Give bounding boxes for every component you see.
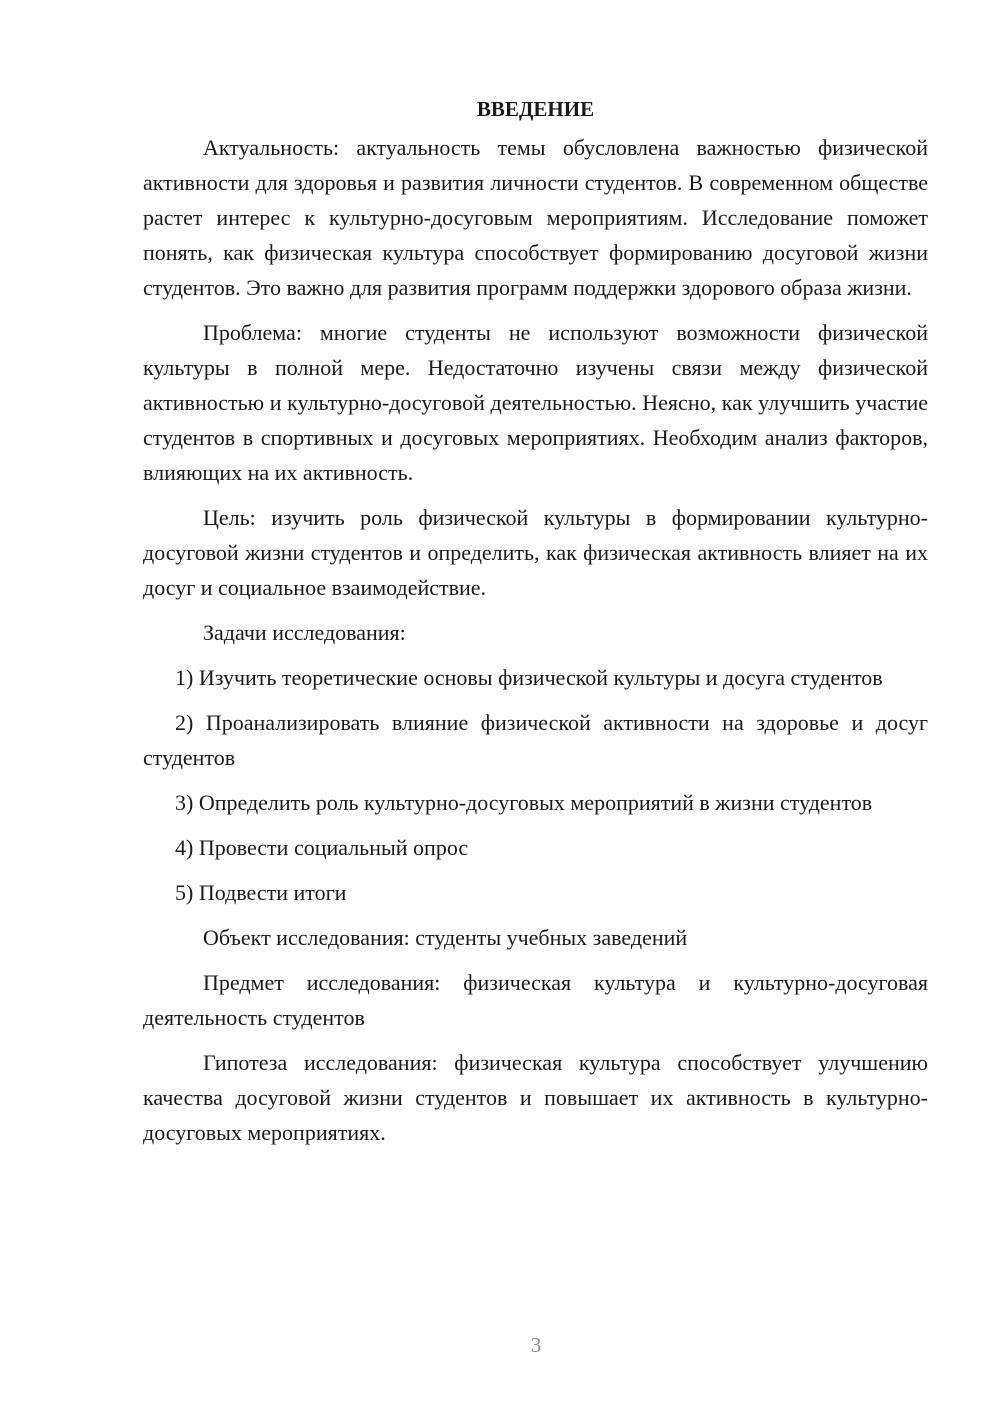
document-page [143,92,928,1160]
task-item-2: 2) Проанализировать влияние физической активности на здоровье и досуг студентов [143,710,928,770]
hypothesis-paragraph: Гипотеза исследования: физическая культура способствует улучшению качества досуговой жизни студентов и повышает их активность в культурно-досуговых мероприятиях. [143,1050,928,1145]
goal-paragraph: Цель: изучить роль физической культуры в формировании культурно-досуговой жизни студентов и определить, как физическая активность влияет на их досуг и социальное взаимодействие. [143,505,928,600]
page-number: 3 [530,1333,542,1357]
task-item-1: 1) Изучить теоретические основы физической культуры и досуга студентов [175,665,883,690]
task-item-3: 3) Определить роль культурно-досуговых мероприятий в жизни студентов [175,790,873,815]
relevance-paragraph: Актуальность: актуальность темы обусловлена важностью физической активности для здоровья и развития личности студентов. В современном обществе растет интерес к культурно-досуговым мероприятиям. Исследование поможет понять, как физическая культура способствует формированию досуговой жизни студентов. Это важно для развития программ поддержки здорового образа жизни. [143,135,928,300]
task-item-4: 4) Провести социальный опрос [175,835,469,860]
problem-paragraph: Проблема: многие студенты не используют возможности физической культуры в полной мере. Недостаточно изучены связи между физической активностью и культурно-досуговой деятельностью. Неясно, как улучшить участие студентов в спортивных и досуговых мероприятиях. Необходим анализ факторов, влияющих на их активность. [143,320,928,485]
task-item-5: 5) Подвести итоги [175,880,347,905]
tasks-heading: Задачи исследования: [203,620,406,645]
section-heading: ВВЕДЕНИЕ [476,97,595,121]
object-paragraph: Объект исследования: студенты учебных заведений [203,925,688,950]
subject-paragraph: Предмет исследования: физическая культура и культурно-досуговая деятельность студентов [143,970,928,1030]
